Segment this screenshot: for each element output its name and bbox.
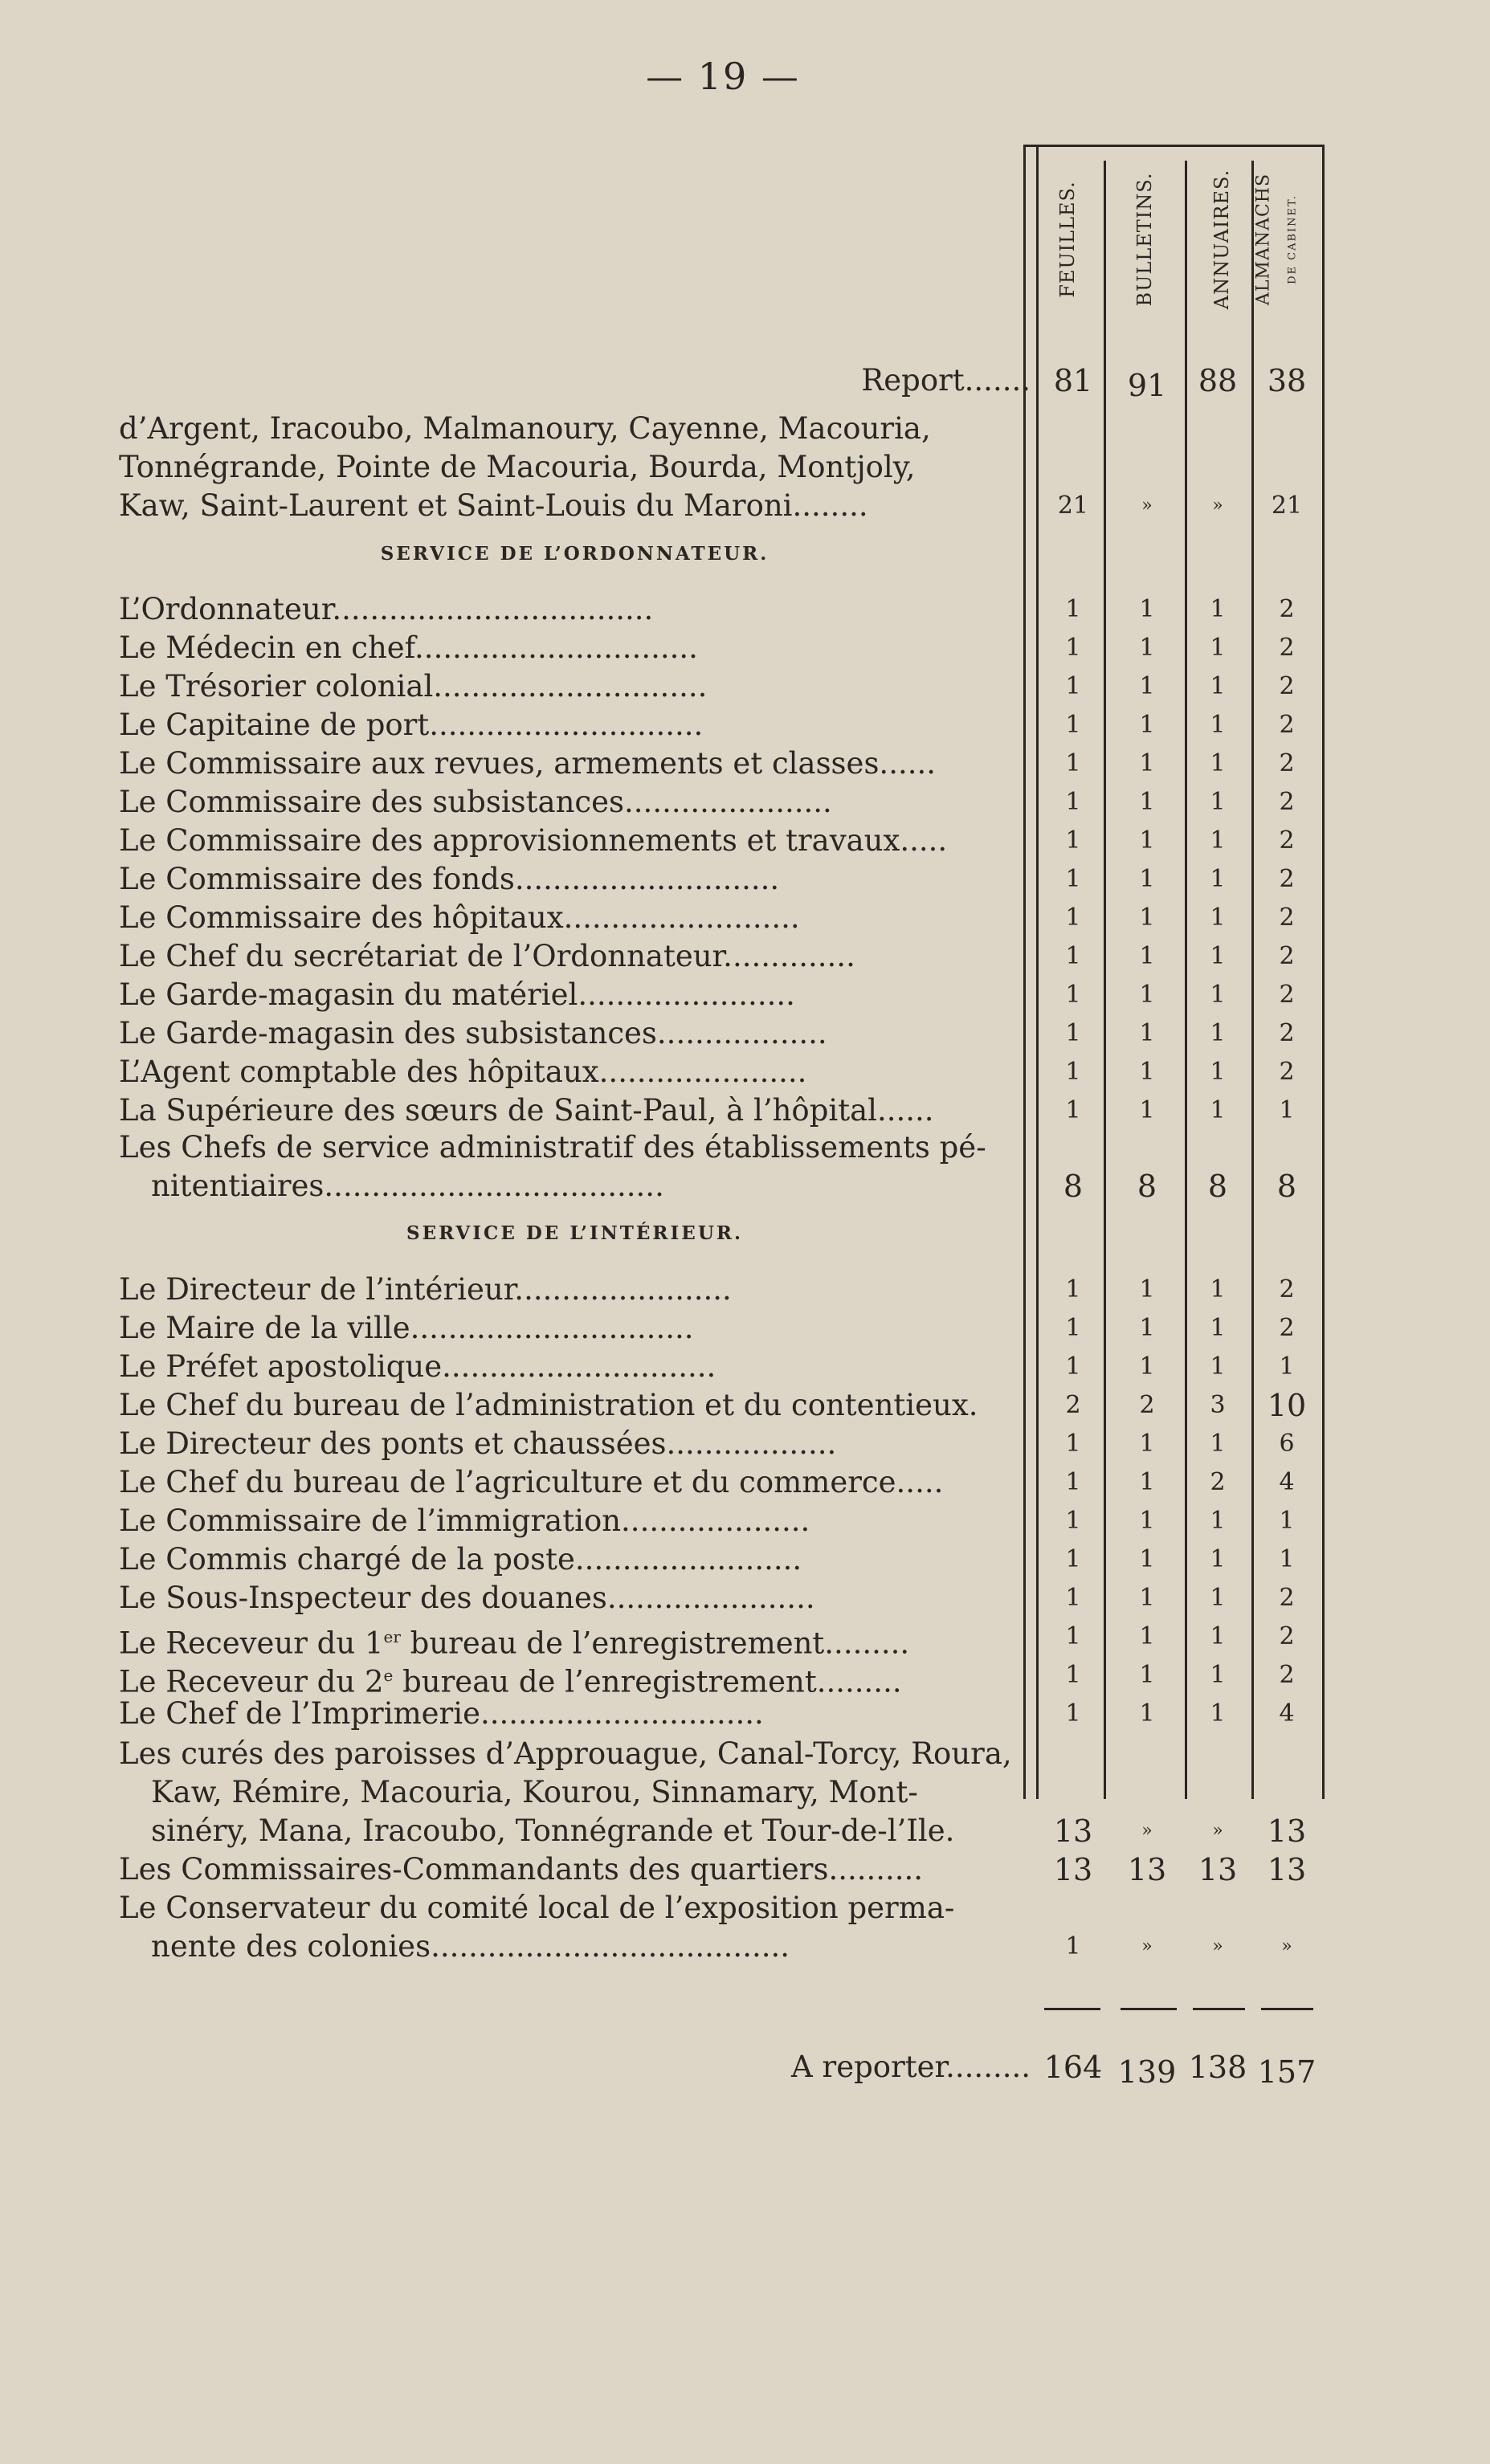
interieur-row-value: 1 [1065, 1661, 1081, 1689]
interieur-row-label: Le Préfet apostolique............................. [119, 1349, 716, 1384]
ordonnateur-row-value: 2 [1279, 595, 1295, 623]
ordonnateur-row-value: 1 [1210, 826, 1226, 855]
section-heading-interieur: SERVICE DE L’INTÉRIEUR. [406, 1222, 744, 1244]
interieur-row-value: 2 [1139, 1391, 1155, 1419]
interieur-row-value: 1 [1065, 1275, 1081, 1303]
ordonnateur-row-value: 2 [1279, 1019, 1295, 1047]
ordonnateur-row-value: 1 [1210, 595, 1226, 623]
ordonnateur-row-value: 2 [1279, 826, 1295, 855]
ordonnateur-row-value: 1 [1210, 749, 1226, 777]
interieur-row-value: 1 [1210, 1275, 1226, 1303]
reporter-bulletins: 139 [1117, 2054, 1177, 2090]
interieur-row-value: 1 [1210, 1352, 1226, 1381]
interieur-row-value: 4 [1279, 1468, 1295, 1496]
cures-line-1: Les curés des paroisses d’Approuague, Canal-Torcy, Roura, [119, 1736, 1012, 1771]
interieur-row-value: 1 [1065, 1314, 1081, 1342]
sum-rule-3 [1193, 2008, 1245, 2010]
interieur-row-value: 1 [1279, 1545, 1295, 1573]
ordonnateur-row-value: 1 [1065, 1058, 1081, 1086]
interieur-row-value: 1 [1139, 1352, 1155, 1381]
ordonnateur-row-value: 2 [1279, 981, 1295, 1009]
ordonnateur-row-value: 1 [1065, 865, 1081, 893]
ordonnateur-row-value: 2 [1279, 634, 1295, 662]
cures-line-3: sinéry, Mana, Iracoubo, Tonnégrande et Tour-de-l’Ile. [151, 1813, 955, 1848]
ordonnateur-row-value: 1 [1065, 1019, 1081, 1047]
intro-line-3: Kaw, Saint-Laurent et Saint-Louis du Maroni........ [119, 488, 868, 523]
interieur-row-value: 1 [1065, 1545, 1081, 1573]
ordonnateur-row-value: 1 [1139, 1096, 1155, 1124]
interieur-row-label: Le Receveur du 1er bureau de l’enregistrement......... [119, 1626, 910, 1661]
interieur-row-label: Le Chef de l’Imprimerie.............................. [119, 1696, 764, 1731]
cures-feuilles: 13 [1053, 1813, 1093, 1849]
report-annuaires: 88 [1198, 363, 1238, 398]
ordonnateur-row-label: Le Garde-magasin du matériel....................... [119, 977, 795, 1012]
interieur-row-value: 1 [1065, 1468, 1081, 1496]
interieur-row-label: Le Chef du bureau de l’administration et du contentieux. [119, 1388, 978, 1422]
interieur-row-value: 2 [1279, 1584, 1295, 1612]
interieur-row-value: 1 [1210, 1661, 1226, 1689]
report-label: Report....... [861, 363, 1031, 398]
ordonnateur-row-value: 1 [1065, 672, 1081, 700]
chefs-annuaires: 8 [1207, 1169, 1228, 1204]
ordonnateur-row-value: 2 [1279, 788, 1295, 816]
table-top-rule [1023, 145, 1322, 147]
interieur-row-label: Le Receveur du 2e bureau de l’enregistrement......... [119, 1664, 902, 1699]
intro-bulletins: » [1141, 496, 1153, 516]
column-header-almanachs: ALMANACHS [1253, 173, 1274, 305]
ordonnateur-row-value: 1 [1139, 826, 1155, 855]
interieur-row-value: 1 [1139, 1622, 1155, 1650]
chefs-bulletins: 8 [1137, 1169, 1157, 1204]
ordonnateur-row-value: 1 [1139, 788, 1155, 816]
sum-rule-4 [1261, 2008, 1313, 2010]
ordonnateur-row-label: Le Commissaire des subsistances...................... [119, 785, 832, 819]
intro-line-2: Tonnégrande, Pointe de Macouria, Bourda, Montjoly, [119, 450, 916, 484]
ordonnateur-row-value: 2 [1279, 865, 1295, 893]
interieur-row-value: 1 [1139, 1507, 1155, 1535]
interieur-row-label: Le Directeur de l’intérieur....................... [119, 1272, 732, 1307]
interieur-row-value: 1 [1139, 1275, 1155, 1303]
ordonnateur-row-value: 1 [1279, 1096, 1295, 1124]
interieur-row-label: Le Commissaire de l’immigration.................... [119, 1503, 810, 1538]
ordonnateur-row-value: 2 [1279, 942, 1295, 970]
ordonnateur-row-value: 1 [1139, 981, 1155, 1009]
ordonnateur-row-value: 1 [1210, 904, 1226, 932]
ordonnateur-row-value: 1 [1210, 1096, 1226, 1124]
ordonnateur-row-value: 1 [1065, 788, 1081, 816]
ordonnateur-row-value: 1 [1210, 711, 1226, 739]
ordonnateur-row-label: Le Garde-magasin des subsistances.................. [119, 1016, 827, 1050]
interieur-row-value: 1 [1210, 1622, 1226, 1650]
interieur-row-value: 3 [1210, 1391, 1226, 1419]
interieur-row-value: 1 [1139, 1430, 1155, 1458]
commandants-annuaires: 13 [1198, 1852, 1238, 1887]
ordonnateur-row-value: 1 [1065, 1096, 1081, 1124]
ordonnateur-row-label: La Supérieure des sœurs de Saint-Paul, à l’hôpital...... [119, 1093, 934, 1128]
interieur-row-label: Le Commis chargé de la poste........................ [119, 1542, 802, 1577]
ordonnateur-row-value: 1 [1139, 595, 1155, 623]
ordonnateur-row-label: Le Commissaire aux revues, armements et classes...... [119, 746, 936, 781]
ordonnateur-row-value: 1 [1139, 711, 1155, 739]
interieur-row-value: 1 [1139, 1699, 1155, 1728]
interieur-row-label: Le Directeur des ponts et chaussées.................. [119, 1426, 837, 1461]
interieur-row-value: 1 [1065, 1352, 1081, 1381]
ordonnateur-row-value: 2 [1279, 1058, 1295, 1086]
commandants-label: Les Commissaires-Commandants des quartiers.......... [119, 1852, 924, 1887]
interieur-row-value: 1 [1065, 1699, 1081, 1728]
conservateur-feuilles: 1 [1065, 1932, 1081, 1960]
interieur-row-value: 2 [1279, 1314, 1295, 1342]
interieur-row-value: 2 [1279, 1661, 1295, 1689]
ordonnateur-row-value: 1 [1210, 942, 1226, 970]
ordonnateur-row-label: Le Chef du secrétariat de l’Ordonnateur.............. [119, 939, 855, 973]
interieur-row-value: 1 [1279, 1352, 1295, 1381]
ordonnateur-row-value: 1 [1210, 865, 1226, 893]
ordonnateur-row-value: 1 [1065, 904, 1081, 932]
interieur-row-value: 2 [1279, 1275, 1295, 1303]
page-number: — 19 — [646, 55, 800, 98]
interieur-row-value: 1 [1210, 1430, 1226, 1458]
ordonnateur-row-value: 2 [1279, 711, 1295, 739]
interieur-row-value: 1 [1210, 1699, 1226, 1728]
interieur-row-value: 10 [1267, 1388, 1307, 1423]
interieur-row-value: 1 [1139, 1314, 1155, 1342]
chefs-service-line-2: nitentiaires.................................... [151, 1169, 664, 1203]
ordonnateur-row-value: 1 [1139, 1019, 1155, 1047]
ordonnateur-row-value: 1 [1210, 672, 1226, 700]
ordonnateur-row-value: 1 [1065, 595, 1081, 623]
column-header-annuaires: ANNUAIRES. [1210, 169, 1233, 309]
intro-almanachs: 21 [1271, 492, 1303, 520]
ordonnateur-row-value: 1 [1065, 711, 1081, 739]
chefs-almanachs: 8 [1276, 1169, 1297, 1204]
sum-rule-2 [1121, 2008, 1177, 2010]
report-feuilles: 81 [1053, 363, 1093, 398]
ordonnateur-row-value: 1 [1139, 865, 1155, 893]
ordonnateur-row-value: 1 [1210, 1019, 1226, 1047]
conservateur-annuaires: » [1212, 1936, 1223, 1956]
ordonnateur-row-value: 1 [1139, 634, 1155, 662]
interieur-row-value: 1 [1210, 1545, 1226, 1573]
ordonnateur-row-label: Le Médecin en chef.............................. [119, 630, 698, 665]
conservateur-almanachs: » [1281, 1936, 1292, 1956]
commandants-bulletins: 13 [1127, 1852, 1167, 1887]
interieur-row-label: Le Maire de la ville.............................. [119, 1311, 694, 1345]
sum-rule-1 [1044, 2008, 1100, 2010]
report-almanachs: 38 [1267, 363, 1307, 398]
commandants-feuilles: 13 [1053, 1852, 1093, 1887]
conservateur-line-1: Le Conservateur du comité local de l’exposition perma- [119, 1891, 955, 1925]
ordonnateur-row-value: 1 [1210, 634, 1226, 662]
reporter-label: A reporter......... [791, 2050, 1031, 2084]
report-bulletins: 91 [1127, 368, 1167, 403]
commandants-almanachs: 13 [1267, 1852, 1307, 1887]
ordonnateur-row-label: L’Agent comptable des hôpitaux...................... [119, 1055, 807, 1089]
ordonnateur-row-value: 1 [1210, 981, 1226, 1009]
reporter-annuaires: 138 [1188, 2050, 1247, 2085]
ordonnateur-row-label: Le Trésorier colonial............................. [119, 669, 708, 704]
ordonnateur-row-value: 1 [1065, 826, 1081, 855]
ordonnateur-row-value: 1 [1139, 672, 1155, 700]
interieur-row-label: Le Sous-Inspecteur des douanes...................... [119, 1581, 815, 1615]
interieur-row-value: 1 [1210, 1507, 1226, 1535]
ordonnateur-row-value: 2 [1279, 749, 1295, 777]
ordonnateur-row-value: 1 [1139, 904, 1155, 932]
interieur-row-value: 1 [1139, 1468, 1155, 1496]
interieur-row-value: 1 [1210, 1584, 1226, 1612]
conservateur-bulletins: » [1141, 1936, 1153, 1956]
chefs-service-line-1: Les Chefs de service administratif des établissements pé- [119, 1130, 986, 1165]
ordonnateur-row-label: Le Capitaine de port............................. [119, 708, 704, 742]
intro-annuaires: » [1212, 496, 1223, 516]
cures-annuaires: » [1212, 1821, 1223, 1841]
ordonnateur-row-value: 1 [1139, 1058, 1155, 1086]
interieur-row-value: 2 [1065, 1391, 1081, 1419]
column-header-de-cabinet: DE CABINET. [1286, 194, 1299, 284]
column-header-bulletins: BULLETINS. [1133, 172, 1156, 306]
ordonnateur-row-value: 1 [1065, 981, 1081, 1009]
ordonnateur-row-value: 1 [1210, 1058, 1226, 1086]
interieur-row-value: 2 [1279, 1622, 1295, 1650]
ordonnateur-row-value: 1 [1210, 788, 1226, 816]
ordonnateur-row-label: Le Commissaire des approvisionnements et travaux..... [119, 823, 948, 858]
conservateur-line-2: nente des colonies...................................... [151, 1929, 790, 1964]
interieur-row-value: 1 [1139, 1661, 1155, 1689]
ordonnateur-row-label: Le Commissaire des hôpitaux......................... [119, 900, 800, 935]
intro-line-1: d’Argent, Iracoubo, Malmanoury, Cayenne, Macouria, [119, 411, 931, 446]
ordonnateur-row-value: 1 [1065, 749, 1081, 777]
section-heading-ordonnateur: SERVICE DE L’ORDONNATEUR. [380, 543, 769, 565]
ordonnateur-row-value: 2 [1279, 904, 1295, 932]
ordonnateur-row-label: L’Ordonnateur.................................. [119, 592, 654, 626]
interieur-row-value: 6 [1279, 1430, 1295, 1458]
interieur-row-value: 1 [1065, 1507, 1081, 1535]
ordonnateur-row-value: 1 [1065, 942, 1081, 970]
cures-line-2: Kaw, Rémire, Macouria, Kourou, Sinnamary, Mont- [151, 1775, 918, 1809]
interieur-row-value: 1 [1065, 1430, 1081, 1458]
ordonnateur-row-value: 1 [1139, 749, 1155, 777]
interieur-row-value: 1 [1065, 1622, 1081, 1650]
cures-almanachs: 13 [1267, 1813, 1307, 1849]
ordonnateur-row-value: 1 [1065, 634, 1081, 662]
ordonnateur-row-label: Le Commissaire des fonds............................ [119, 862, 780, 896]
chefs-feuilles: 8 [1063, 1169, 1084, 1204]
reporter-almanachs: 157 [1257, 2054, 1317, 2090]
ordonnateur-row-value: 1 [1139, 942, 1155, 970]
interieur-row-value: 1 [1279, 1507, 1295, 1535]
cures-bulletins: » [1141, 1821, 1153, 1841]
interieur-row-value: 1 [1065, 1584, 1081, 1612]
interieur-row-value: 4 [1279, 1699, 1295, 1728]
interieur-row-value: 1 [1139, 1584, 1155, 1612]
interieur-row-value: 1 [1139, 1545, 1155, 1573]
interieur-row-value: 2 [1210, 1468, 1226, 1496]
column-header-feuilles: FEUILLES. [1056, 180, 1079, 298]
interieur-row-value: 1 [1210, 1314, 1226, 1342]
intro-feuilles: 21 [1057, 492, 1089, 520]
reporter-feuilles: 164 [1043, 2050, 1103, 2085]
interieur-row-label: Le Chef du bureau de l’agriculture et du commerce..... [119, 1465, 944, 1499]
ordonnateur-row-value: 2 [1279, 672, 1295, 700]
